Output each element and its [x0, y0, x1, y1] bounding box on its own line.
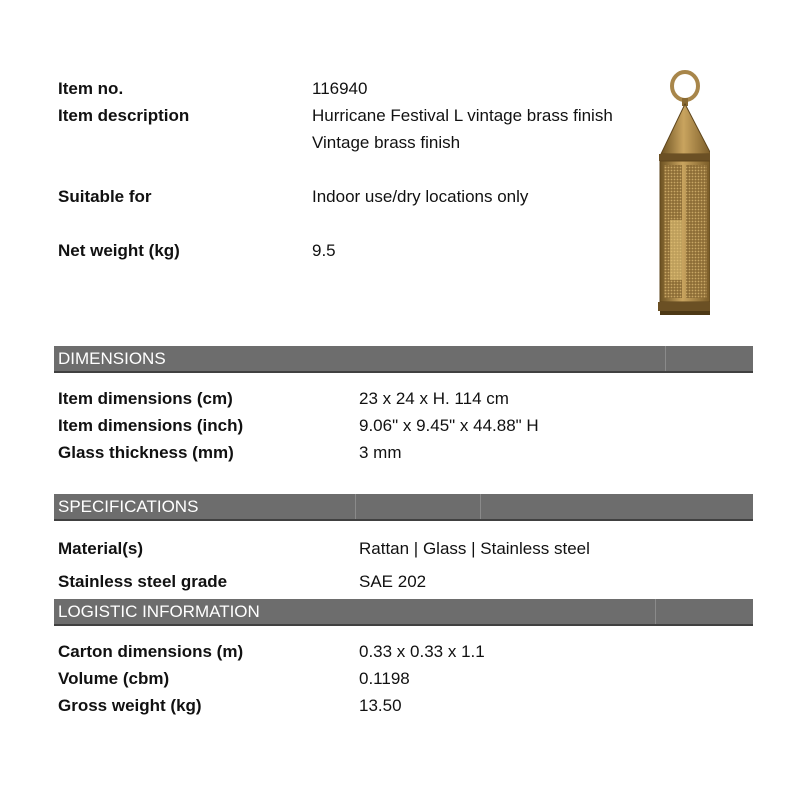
- carton-dimensions-value: 0.33 x 0.33 x 1.1: [359, 642, 485, 661]
- glass-thickness-label: Glass thickness (mm): [58, 443, 234, 462]
- gross-weight-value: 13.50: [359, 696, 402, 715]
- materials-value: Rattan | Glass | Stainless steel: [359, 539, 590, 558]
- item-description-line1: Hurricane Festival L vintage brass finish: [312, 106, 613, 125]
- item-no-value: 116940: [312, 79, 368, 98]
- item-description-label: Item description: [58, 106, 190, 125]
- suitable-for-label: Suitable for: [58, 187, 152, 206]
- logistic-title: LOGISTIC INFORMATION: [58, 602, 260, 621]
- steel-grade-label: Stainless steel grade: [58, 572, 228, 591]
- bar-divider: [665, 346, 666, 371]
- bar-divider: [480, 494, 481, 519]
- item-dimensions-cm-label: Item dimensions (cm): [58, 389, 233, 408]
- volume-label: Volume (cbm): [58, 669, 170, 688]
- item-description-line2: Vintage brass finish: [312, 133, 461, 152]
- item-dimensions-inch-label: Item dimensions (inch): [58, 416, 244, 435]
- gross-weight-label: Gross weight (kg): [58, 696, 202, 715]
- item-dimensions-cm-value: 23 x 24 x H. 114 cm: [359, 389, 509, 408]
- logistic-section-bar: [54, 599, 753, 626]
- materials-label: Material(s): [58, 539, 144, 558]
- bar-divider: [655, 599, 656, 624]
- specifications-section-bar: [54, 494, 753, 521]
- steel-grade-value: SAE 202: [359, 572, 427, 591]
- item-dimensions-inch-value: 9.06" x 9.45" x 44.88" H: [359, 416, 539, 435]
- suitable-for-value: Indoor use/dry locations only: [312, 187, 529, 206]
- carton-dimensions-label: Carton dimensions (m): [58, 642, 244, 661]
- volume-value: 0.1198: [359, 669, 410, 688]
- specifications-title: SPECIFICATIONS: [58, 497, 199, 516]
- brass-lantern-icon: [640, 70, 710, 318]
- net-weight-value: 9.5: [312, 241, 336, 260]
- dimensions-title: DIMENSIONS: [58, 349, 166, 368]
- dimensions-section-bar: [54, 346, 753, 373]
- bar-divider: [355, 494, 356, 519]
- item-no-label: Item no.: [58, 79, 124, 98]
- net-weight-label: Net weight (kg): [58, 241, 180, 260]
- glass-thickness-value: 3 mm: [359, 443, 402, 462]
